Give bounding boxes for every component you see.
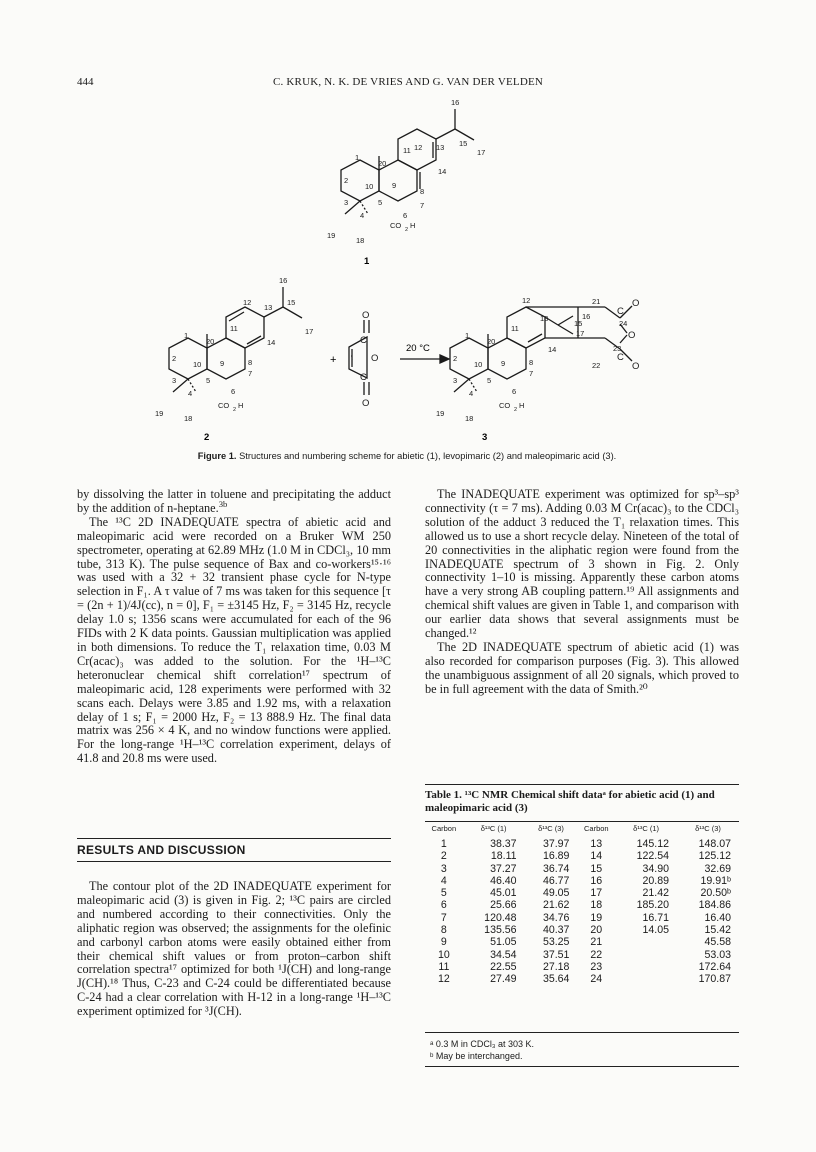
table-cell: 19.91ᵇ [700,874,731,887]
table-cell [615,936,677,948]
svg-text:15: 15 [287,298,296,307]
table-cell: 11 [438,960,450,973]
table-cell: 20.89 [642,874,670,887]
svg-text:C: C [617,306,624,317]
table-cell: 23 [590,960,603,973]
svg-text:18: 18 [184,414,193,423]
table-cell: 125.12 [698,850,731,863]
table-cell: 45.01 [490,887,517,900]
svg-text:10: 10 [365,182,374,191]
table-cell: 21.62 [542,899,570,912]
svg-text:11: 11 [403,146,411,155]
svg-text:O: O [371,353,379,364]
table-cell: 14.05 [642,924,670,937]
table-rule-bottom [425,1032,739,1033]
svg-text:C: C [360,372,367,383]
svg-text:2: 2 [514,407,518,413]
table-cell: 21 [590,936,603,949]
table-cell: 27.49 [490,973,517,986]
svg-text:O: O [362,398,370,409]
svg-text:3: 3 [453,376,458,385]
svg-text:C: C [360,335,367,346]
table-cell: 25.66 [490,899,517,912]
paragraph: The contour plot of the 2D INADEQUATE experiment for maleopimaric acid (3) is given in Fig. 2; ¹³C pairs are circled and numbered according to their connectivities. Only the aliphatic region was observed; the assignments for the olefinic and carbonyl carbon atoms were easily obtained either from their chemical shift values or from proton–carbon shift correlation spectra¹⁷ optimized for both ¹J(CH) and long-range J(CH).¹⁸ Thus, C-23 and C-24 could be differentiated because C-24 had a clear correlation with H-12 in a long-range ¹H–¹³C experiment optimized for ³J(CH). [77,879,391,1019]
svg-text:16: 16 [582,312,591,321]
table-cell: 34.54 [490,948,517,961]
table-cell: 184.86 [698,899,731,912]
page-number: 444 [77,76,94,88]
table-cell [615,961,677,973]
svg-text:CO: CO [390,221,402,230]
table-cell: 46.77 [542,874,570,887]
table-cell: 32.69 [704,862,731,875]
paragraph: The ¹³C 2D INADEQUATE spectra of abietic acid and maleopimaric acid were recorded on a Bruker WM 250 spectrometer, operating at 62.89 MHz (1.0 M in CDCl₃, 10 mm tube, 313 K). The pulse sequence of Bax and co-workers¹⁵·¹⁶ was used with a 32 + 32 transient phase cycle for N-type selection in F₁. A τ value of 7 ms was taken for this sequence [τ = (2n + 1)/4J(cc), n = 0], F₁ = ±3145 Hz, F₂ = 3145 Hz, recycle delay 1.0 s; 1356 scans were accumulated for each of the 96 FIDs with 2 K data points. Gaussian multiplication was applied in both dimensions. To reduce the T₁ relaxation time, 0.03 M Cr(acac)₃ was added to the solution. For the ¹H–¹³C heteronuclear chemical shift correlation¹⁷ spectrum of maleopimaric acid, 128 experiments were performed with 32 scans each. Delays were 3.85 and 1.92 ms, with a relaxation delay of 1 s; F₁ = 2000 Hz, F₂ = 13 888.9 Hz. The final data matrix was 256 × 4 K, and no window functions were applied. For the long-range ¹H–¹³C correlation experiment, delays of 41.8 and 20.8 ms were used. [77,514,391,766]
paragraph [77,488,391,516]
table-row [425,912,739,924]
table-rule-mid [425,821,739,822]
svg-text:20: 20 [206,337,215,346]
svg-text:15: 15 [459,139,468,148]
running-header-authors: C. KRUK, N. K. DE VRIES AND G. VAN DER VELDEN [272,76,544,88]
table-header-cell: δ¹³C (3) [695,824,721,833]
table-title [425,789,739,815]
table-cell: 22 [590,948,603,961]
reaction-condition: 20 °C [406,343,430,354]
paragraph-text: by dissolving the latter in toluene and precipitating the adduct by the addition of n-heptane. [77,487,391,515]
svg-text:O: O [628,330,636,341]
table-cell: 2 [440,850,447,863]
table-cell: 20.50ᵇ [700,887,731,900]
svg-text:O: O [632,361,640,372]
svg-text:H: H [410,221,416,230]
svg-text:H: H [238,401,244,410]
svg-text:13: 13 [540,314,549,323]
table-cell: 13 [590,838,603,850]
svg-text:3: 3 [344,198,349,207]
table-cell: 37.51 [542,948,570,961]
svg-text:19: 19 [436,409,445,418]
svg-text:19: 19 [155,409,164,418]
svg-text:2: 2 [172,354,177,363]
table-cell: 17 [590,887,603,900]
table-header-cell: δ¹³C (1) [480,824,507,833]
table-cell: 145.12 [636,838,670,850]
table-cell: 15.42 [704,924,731,937]
figure-caption [77,451,737,461]
svg-text:7: 7 [420,201,425,210]
table-cell: 53.25 [542,936,570,949]
table-cell: 4 [440,874,447,887]
table-row [425,850,739,862]
svg-text:C: C [617,352,624,363]
table-cell: 8 [440,924,447,937]
svg-text:16: 16 [451,98,460,107]
table-row [425,863,739,875]
table-header-cell: δ¹³C (3) [538,824,564,833]
table-cell: 38.37 [490,838,517,850]
svg-text:12: 12 [414,143,423,152]
svg-text:20: 20 [378,159,387,168]
figure-structures [0,0,816,470]
svg-text:1: 1 [465,331,470,340]
table-cell: 6 [440,899,447,912]
svg-text:6: 6 [403,211,408,220]
svg-text:11: 11 [511,324,519,333]
table-cell: 148.07 [698,838,731,850]
table-cell: 16 [590,874,603,887]
svg-text:1: 1 [184,331,189,340]
paragraph: The INADEQUATE experiment was optimized for sp³–sp³ connectivity (τ = 7 ms). Adding 0.03 M Cr(acac)₃ to the CDCl₃ solution of the adduct 3 reduced the T₁ relaxation times. This allowed us to use a short recycle delay. Nineteen of the total of 20 connectivities in the aliphatic region were found from the INADEQUATE spectrum of 3 shown in Fig. 2. Only connectivity 1–10 is missing. Apparently these carbon atoms have a very strong AB coupling pattern.¹⁹ All assignments and chemical shift values are given in Table 1, and comparison with our earlier data shows that several assignments must be changed.¹² [425,487,739,641]
table-cell: 15 [590,862,603,875]
svg-text:5: 5 [487,376,492,385]
table-footnote-a: ᵃ 0.3 M in CDCl₃ at 303 K. [430,1039,535,1049]
svg-text:19: 19 [327,231,336,240]
svg-text:23: 23 [613,344,622,353]
table-row [425,936,739,948]
svg-text:18: 18 [356,236,365,245]
table-cell: 135.56 [484,924,517,937]
svg-text:13: 13 [436,143,445,152]
svg-text:10: 10 [474,360,483,369]
nmr-shift-table [425,824,739,986]
table-cell: 16.40 [704,911,731,924]
svg-text:17: 17 [477,148,486,157]
svg-text:13: 13 [264,303,273,312]
figure-caption-text: Structures and numbering scheme for abietic (1), levopimaric (2) and maleopimaric acid (3). [239,451,617,461]
svg-text:H: H [519,401,525,410]
table-cell: 14 [590,850,603,863]
table-cell: 22.55 [490,960,517,973]
svg-text:8: 8 [420,187,425,196]
table-cell: 46.40 [490,874,517,887]
svg-text:4: 4 [188,389,193,398]
plus-sign: + [330,354,337,366]
table-cell: 34.76 [542,911,570,924]
svg-text:5: 5 [206,376,211,385]
table-cell: 10 [437,948,450,961]
table-cell: 49.05 [542,887,570,900]
table-header-cell: δ¹³C (1) [633,824,659,833]
table-cell: 40.37 [542,924,570,937]
table-cell: 18.11 [490,850,517,863]
svg-text:5: 5 [378,198,383,207]
svg-text:9: 9 [392,181,397,190]
table-title-label: Table 1. [425,789,462,801]
table-cell: 3 [440,862,447,875]
table-cell: 9 [440,936,447,949]
table-header-cell: Carbon [583,824,609,833]
table-rule-end [425,1066,739,1067]
table-row [425,973,739,985]
svg-text:9: 9 [220,359,225,368]
table-cell: 122.54 [636,850,670,863]
figure-caption-label: Figure 1. [197,451,237,461]
svg-text:9: 9 [501,359,506,368]
table-header-cell: Carbon [431,824,457,833]
table-cell: 1 [440,838,447,850]
svg-text:O: O [362,310,370,321]
table-cell: 34.90 [642,862,670,875]
table-cell [615,973,677,985]
svg-text:21: 21 [592,297,601,306]
table-footnote-b: ᵇ May be interchanged. [430,1051,523,1061]
section-rule-top [77,838,391,839]
svg-text:7: 7 [529,369,534,378]
table-title-text: ¹³C NMR Chemical shift dataᵃ for abietic acid (1) and maleopimaric acid (3) [425,789,715,814]
svg-text:7: 7 [248,369,253,378]
paragraph: The 2D INADEQUATE spectrum of abietic acid (1) was also recorded for comparison purposes (Fig. 3). This allowed the unambiguous assignment of all 20 signals, which proved to be in full agreement with the data of Smith.²⁰ [425,639,739,696]
table-cell: 35.64 [542,973,570,986]
table-cell: 51.05 [490,936,517,949]
svg-text:20: 20 [487,337,496,346]
table-cell: 16.89 [542,850,570,863]
table-rule-top [425,784,739,785]
compound-label-2: 2 [204,432,210,443]
table-cell: 36.74 [542,862,570,875]
table-cell [615,949,677,961]
table-row [425,899,739,911]
svg-text:17: 17 [576,329,585,338]
svg-text:\: \ [351,356,353,362]
left-column [77,488,391,766]
table-row [425,875,739,887]
svg-text:24: 24 [619,319,628,328]
svg-text:15: 15 [574,319,583,328]
svg-text:10: 10 [193,360,202,369]
table-cell: 37.97 [542,838,570,850]
svg-text:4: 4 [469,389,474,398]
table-cell: 12 [437,973,450,986]
table-cell: 7 [440,911,447,924]
table-row [425,887,739,899]
structure-abietic-acid [341,109,474,214]
section-rule-bottom [77,861,391,862]
svg-text:14: 14 [548,345,557,354]
left-column-lower [77,880,391,1019]
section-heading: RESULTS AND DISCUSSION [77,843,246,857]
svg-text:3: 3 [172,376,177,385]
svg-text:8: 8 [529,358,534,367]
svg-text:O: O [632,298,640,309]
compound-label-3: 3 [482,432,488,443]
table-cell: 53.03 [704,948,731,961]
table-cell: 185.20 [636,899,670,912]
table-cell: 120.48 [484,911,517,924]
svg-text:2: 2 [233,407,237,413]
table-cell: 18 [590,899,603,912]
structure-levopimaric-acid [169,287,302,392]
table-cell: 172.64 [698,960,731,973]
table-row [425,924,739,936]
table-cell: 170.87 [698,973,731,986]
svg-text:12: 12 [522,296,531,305]
svg-text:2: 2 [405,227,409,233]
table-cell: 37.27 [490,862,517,875]
table-cell: 24 [590,973,603,986]
reference-marker: 3b [218,498,228,509]
svg-text:2: 2 [453,354,458,363]
table-cell: 27.18 [542,960,570,973]
svg-text:14: 14 [267,338,276,347]
table-header-row [425,824,739,838]
svg-text:12: 12 [243,298,252,307]
svg-text:16: 16 [279,276,288,285]
table-cell: 5 [440,887,447,900]
table-cell: 45.58 [704,936,731,949]
svg-text:11: 11 [230,324,238,333]
compound-label-1: 1 [364,256,370,267]
svg-text:17: 17 [305,327,314,336]
svg-text:14: 14 [438,167,447,176]
table-cell: 21.42 [642,887,670,900]
svg-text:4: 4 [360,211,365,220]
svg-text:8: 8 [248,358,253,367]
svg-text:6: 6 [231,387,236,396]
svg-text:1: 1 [355,153,360,162]
svg-text:6: 6 [512,387,517,396]
svg-text:2: 2 [344,176,349,185]
table-cell: 19 [590,911,603,924]
svg-text:CO: CO [218,401,230,410]
table-cell: 20 [590,924,603,937]
right-column [425,488,739,697]
svg-text:CO: CO [499,401,511,410]
svg-text:22: 22 [592,361,601,370]
svg-text:18: 18 [465,414,474,423]
table-cell: 16.71 [642,911,670,924]
table-row [425,838,739,850]
table-row [425,961,739,973]
table-row [425,949,739,961]
